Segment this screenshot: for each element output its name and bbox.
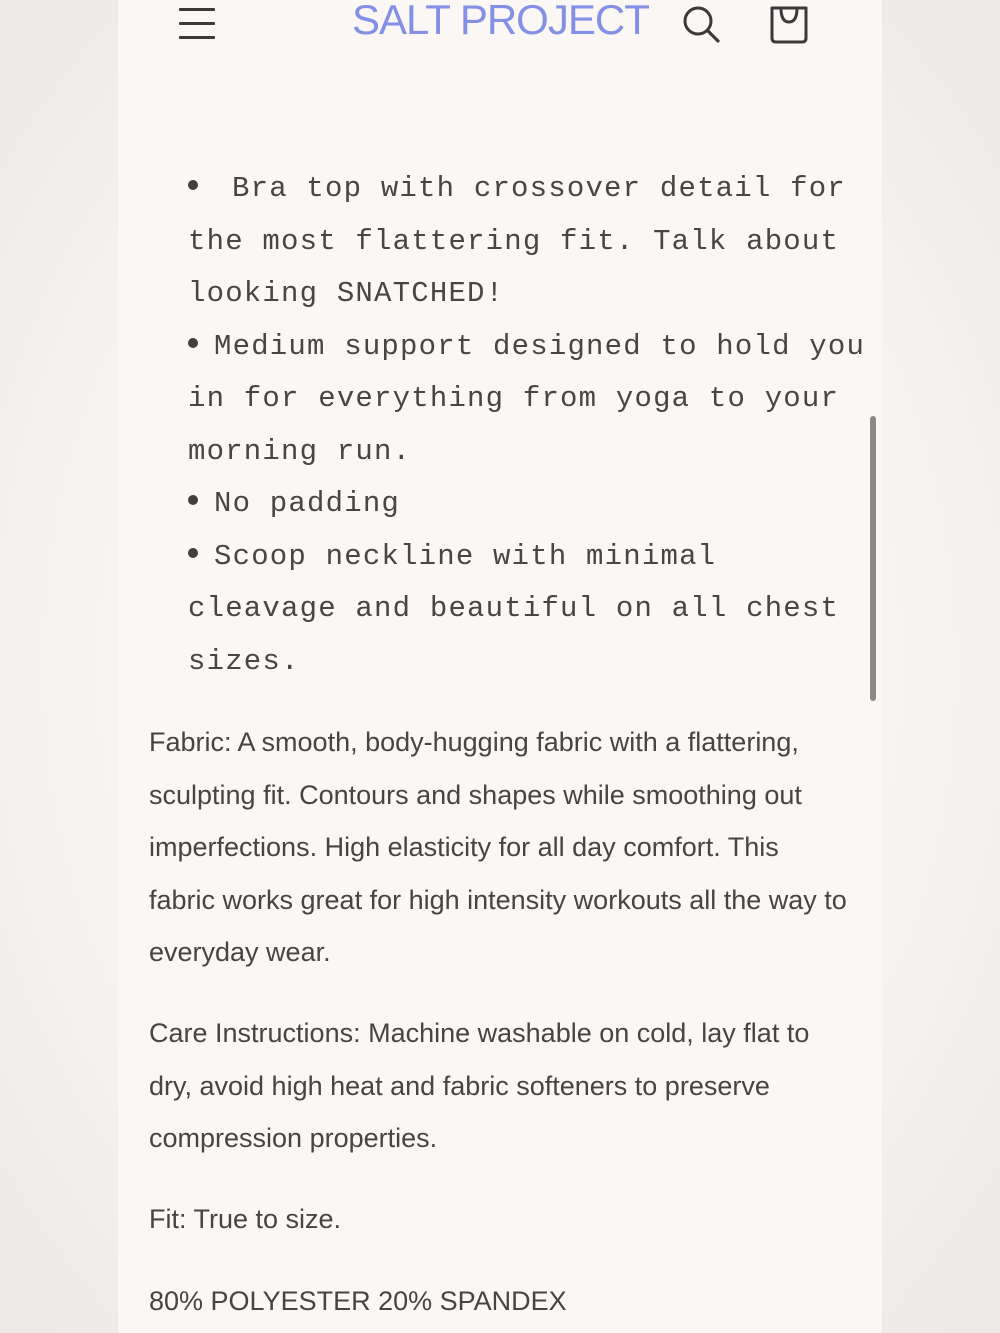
feature-text: No padding — [214, 487, 401, 520]
bullet-icon — [188, 495, 198, 505]
hamburger-menu-icon[interactable] — [176, 4, 218, 44]
care-instructions: Care Instructions: Machine washable on cold, lay flat to dry, avoid high heat and fabric softeners to preserve compression properties. — [149, 1018, 810, 1153]
list-item — [188, 163, 868, 321]
fabric-composition: 80% POLYESTER 20% SPANDEX — [149, 1286, 567, 1316]
fabric-description: Fabric: A smooth, body-hugging fabric with a flattering, sculpting fit. Contours and shapes while smoothing out imperfections. High elasticity for all day comfort. This fabric works great for high intensity workouts all the way to everyday wear. — [149, 727, 847, 967]
site-logo[interactable]: SALT PROJECT — [352, 0, 649, 43]
feature-text: Scoop neckline with minimal cleavage and beautiful on all chest sizes. — [188, 539, 840, 678]
list-item — [188, 321, 868, 479]
shopping-bag-icon[interactable] — [766, 0, 812, 48]
feature-text: Medium support designed to hold you in for everything from yoga to your morning run. — [188, 329, 866, 468]
bullet-icon — [188, 180, 198, 190]
fit-info: Fit: True to size. — [149, 1204, 342, 1234]
scrollbar-thumb[interactable] — [870, 416, 876, 701]
product-page — [118, 0, 882, 1333]
site-header — [118, 0, 882, 60]
search-icon[interactable] — [680, 2, 724, 46]
list-item — [188, 478, 868, 531]
bullet-icon — [188, 548, 198, 558]
feature-text: Bra top with crossover detail for the most flattering fit. Talk about looking SNATCHED! — [188, 172, 846, 310]
feature-list — [188, 163, 868, 688]
list-item — [188, 531, 868, 689]
bullet-icon — [188, 338, 198, 348]
